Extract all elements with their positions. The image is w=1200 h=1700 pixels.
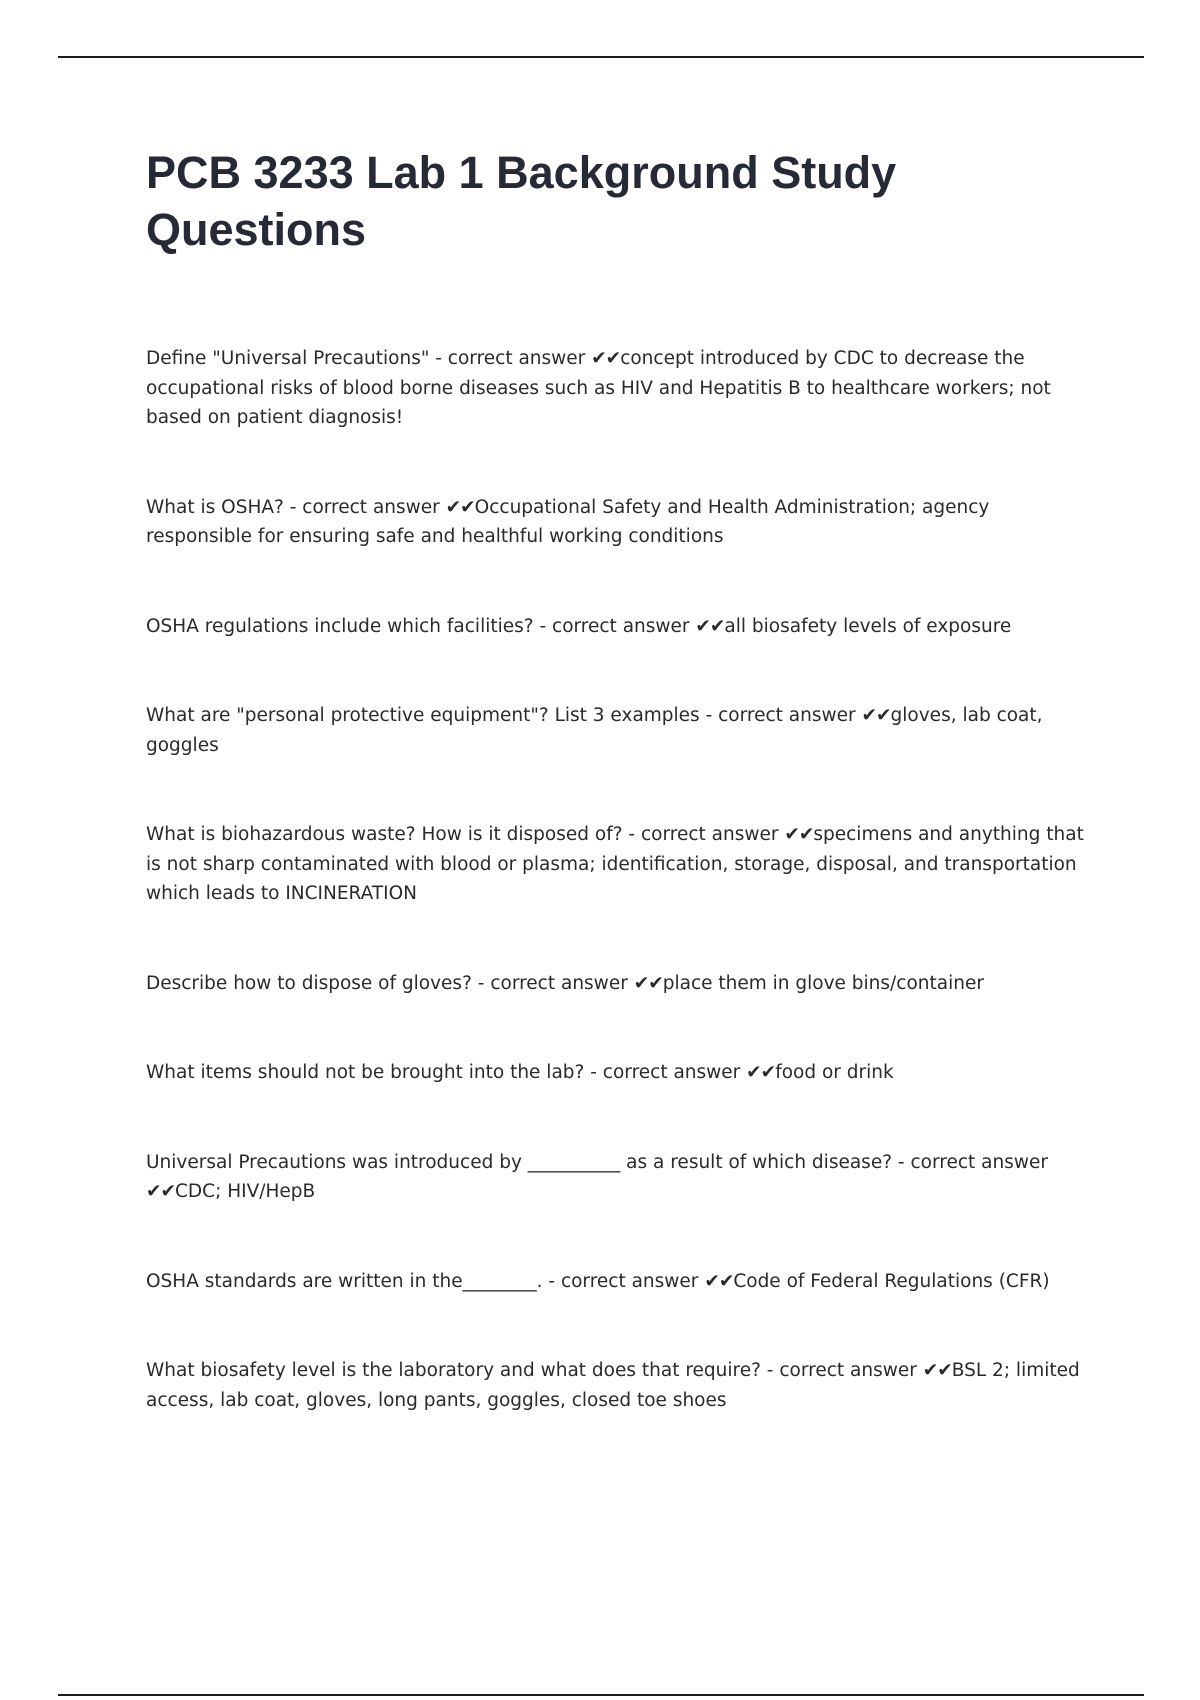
answer-text: specimens and anything that is not sharp contaminated with blood or plasma; identification, storage, disposal, and transportation which leads to INCINERATION (146, 824, 1084, 904)
answer-text: BSL 2; limited access, lab coat, gloves, long pants, goggles, closed toe shoes (146, 1360, 1080, 1411)
qa-item (146, 969, 1092, 999)
separator: - (760, 1360, 780, 1381)
qa-item (146, 1058, 1092, 1088)
separator: - (471, 972, 491, 994)
question-text: Define "Universal Precautions" (146, 348, 430, 369)
answer-label: correct answer (302, 496, 440, 518)
answer-text: CDC; HIV/HepB (175, 1181, 316, 1202)
question-text: Universal Precautions was introduced by __________ as a result of which disease? (146, 1151, 893, 1173)
double-check-icon: ✔✔ (922, 1360, 952, 1381)
answer-text: Occupational Safety and Health Administration; agency responsible for ensuring safe and healthful working conditions (146, 496, 990, 547)
qa-item (146, 1267, 1092, 1297)
question-text: What items should not be brought into the lab? (146, 1062, 585, 1083)
question-text: What is biohazardous waste? How is it disposed of? (146, 824, 623, 845)
double-check-icon: ✔✔ (746, 1062, 776, 1083)
qa-item (146, 612, 1092, 642)
question-text: OSHA regulations include which facilities? (146, 615, 534, 637)
answer-text: concept introduced by CDC to decrease the occupational risks of blood borne diseases such as HIV and Hepatitis B to healthcare workers; not based on patient diagnosis! (146, 348, 1051, 428)
separator: - (584, 1062, 603, 1083)
qa-item (146, 493, 1092, 552)
separator: - (542, 1270, 561, 1292)
answer-text: place them in glove bins/container (662, 972, 984, 994)
answer-label: correct answer (718, 705, 856, 726)
qa-item (146, 1148, 1092, 1207)
question-text: OSHA standards are written in the________. (146, 1270, 543, 1292)
footer-rule (58, 1694, 1144, 1696)
question-text: What is OSHA? (146, 496, 284, 518)
answer-text: gloves, lab coat, goggles (146, 705, 1043, 756)
separator: - (533, 615, 553, 637)
header-rule (58, 56, 1144, 58)
answer-label: correct answer (910, 1151, 1048, 1173)
answer-label: correct answer (447, 348, 586, 369)
answer-label: correct answer (602, 1062, 741, 1083)
question-text: What biosafety level is the laboratory and what does that require? (146, 1360, 761, 1381)
answer-label: correct answer (779, 1360, 917, 1381)
separator: - (699, 705, 719, 726)
separator: - (622, 824, 641, 845)
double-check-icon: ✔✔ (445, 496, 475, 518)
answer-label: correct answer (560, 1270, 699, 1292)
qa-item (146, 701, 1092, 760)
page-title: PCB 3233 Lab 1 Background Study Questions (146, 147, 897, 255)
double-check-icon: ✔✔ (146, 1181, 176, 1202)
double-check-icon: ✔✔ (633, 972, 663, 994)
qa-item (146, 344, 1092, 433)
qa-item (146, 1356, 1092, 1415)
answer-label: correct answer (640, 824, 779, 845)
question-text: What are "personal protective equipment"? List 3 examples (146, 705, 700, 726)
double-check-icon: ✔✔ (704, 1270, 734, 1292)
double-check-icon: ✔✔ (695, 615, 725, 637)
answer-label: correct answer (552, 615, 690, 637)
answer-label: correct answer (490, 972, 628, 994)
qa-list (146, 344, 1092, 1475)
answer-text: all biosafety levels of exposure (724, 615, 1012, 637)
question-text: Describe how to dispose of gloves? (146, 972, 472, 994)
double-check-icon: ✔✔ (591, 348, 621, 369)
answer-text: Code of Federal Regulations (CFR) (733, 1270, 1050, 1292)
separator: - (429, 348, 448, 369)
answer-text: food or drink (775, 1062, 894, 1083)
separator: - (283, 496, 303, 518)
separator: - (892, 1151, 911, 1173)
double-check-icon: ✔✔ (861, 705, 891, 726)
qa-item (146, 820, 1092, 909)
double-check-icon: ✔✔ (784, 824, 814, 845)
